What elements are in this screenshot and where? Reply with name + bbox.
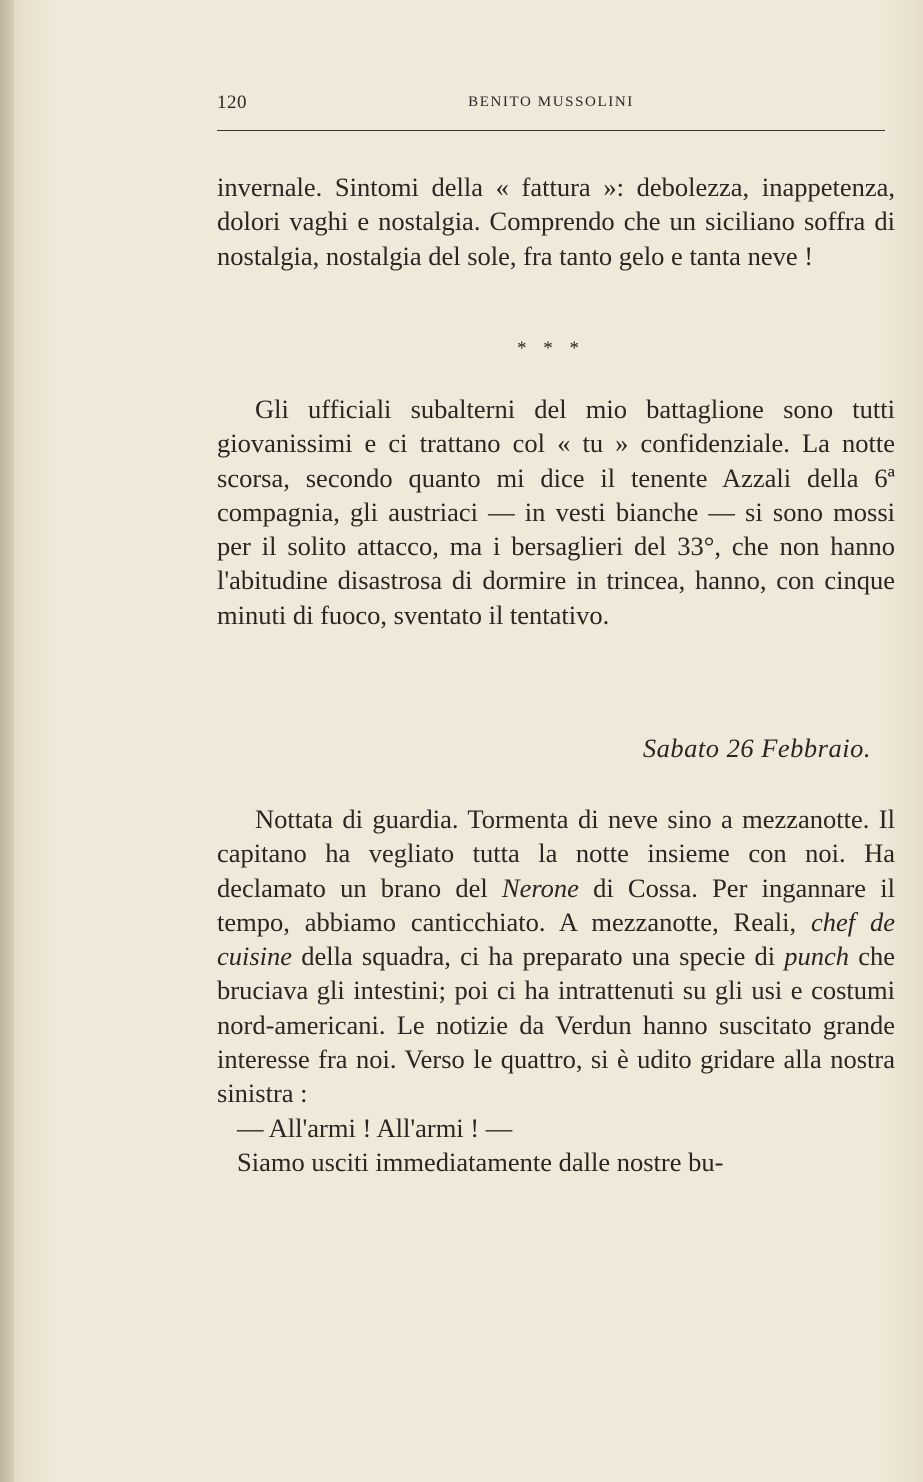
p3-segment-3: della squadra, ci ha preparato una specie di: [292, 941, 785, 972]
paragraph-3-text: [217, 802, 895, 1111]
paragraph-1: [217, 170, 895, 273]
p3-punch-italic: punch: [784, 941, 850, 972]
page-number: 120: [217, 92, 247, 113]
header-rule: [217, 130, 885, 131]
p3-chef-italic: chef de cuisine: [217, 906, 895, 972]
page-header: [217, 92, 885, 122]
paragraph-3: [217, 802, 895, 1179]
p3-segment-2: di Cossa. Per ingannare il tempo, abbiamo canticchiato. A mezzanotte, Reali,: [217, 872, 895, 937]
paragraph-2: [217, 392, 895, 632]
paragraph-4-text: Siamo usciti immediatamente dalle nostre bu-: [237, 1146, 724, 1177]
paragraph-1-text: invernale. Sintomi della « fattura »: debolezza, inappetenza, dolori vaghi e nostalgia. Comprendo che un siciliano soffra di nostalgia, nostalgia del sole, fra tanto gelo e tanta neve !: [217, 172, 895, 271]
dialogue-line: — All'armi ! All'armi ! —: [237, 1112, 513, 1143]
p3-nerone-italic: Nerone: [501, 872, 579, 903]
paragraph-2-text: Gli ufficiali subalterni del mio battaglione sono tutti giovanissimi e ci trattano col « tu » confidenziale. La notte scorsa, secondo quanto mi dice il tenente Azzali della 6ª compagnia, gli austriaci — in vesti bianche — si sono mossi per il solito attacco, ma i bersaglieri del 33°, che non hanno l'abitudine disastrosa di dormire in trincea, hanno, con cinque minuti di fuoco, sventato il tentativo.: [217, 394, 895, 630]
p3-segment-4: che bruciava gli intestini; poi ci ha intrattenuti su gli usi e costumi nord-americani. Le notizie da Verdun hanno suscitato grande interesse fra noi. Verso le quattro, si è udito gridare alla nostra sinistra :: [217, 941, 895, 1109]
section-separator: * * *: [517, 338, 585, 359]
running-head: BENITO MUSSOLINI: [468, 94, 634, 110]
date-heading: Sabato 26 Febbraio.: [642, 733, 871, 763]
page-spine-shadow: [0, 0, 14, 1482]
p3-segment-1: Nottata di guardia. Tormenta di neve sino a mezzanotte. Il capitano ha vegliato tutta la notte insieme con noi. Ha declamato un brano del: [217, 804, 895, 903]
